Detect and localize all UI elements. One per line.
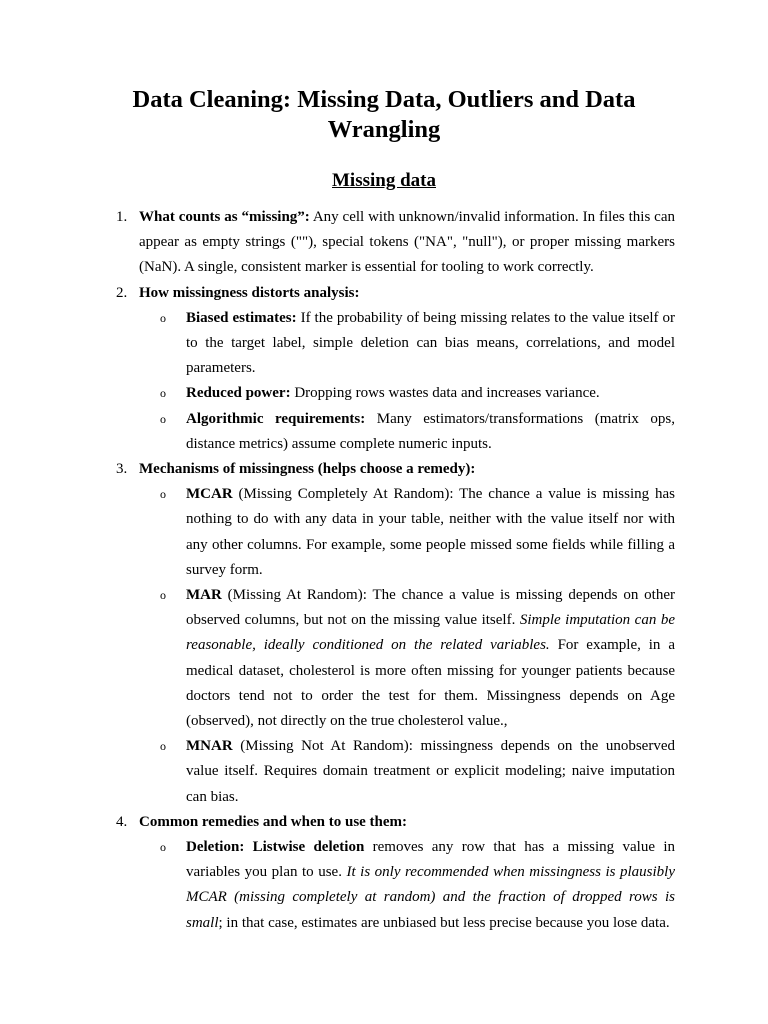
sub-list-item-text — [186, 306, 675, 382]
sub-item-body: Many estimators/transformations (matrix ops, distance metrics) assume complete numeric inputs. — [186, 410, 676, 452]
bullet-icon: o — [160, 411, 166, 426]
sub-item-body: (Missing At Random): The chance a value is missing depends on other observed columns, but not on the missing value itself. — [186, 587, 675, 629]
sub-item-heading: Deletion: Listwise deletion — [186, 839, 365, 856]
sub-list-item — [0, 482, 768, 583]
sub-list-item-text — [186, 407, 675, 457]
sub-item-heading: Biased estimates: — [186, 309, 297, 326]
sub-item-italic: It is only recommended when missingness is plausibly MCAR (missing completely at random) and the fraction of dropped rows is small — [186, 864, 675, 931]
list-number: 3. — [116, 461, 128, 478]
list-item-text — [139, 810, 675, 835]
list-item-heading: How missingness distorts analysis: — [139, 284, 360, 301]
bullet-icon: o — [160, 840, 166, 855]
list-item-heading: Mechanisms of missingness (helps choose a remedy): — [139, 461, 476, 478]
list-item-text — [139, 281, 675, 306]
sub-list-item-text — [186, 835, 675, 936]
sub-item-body: (Missing Completely At Random): The chance a value is missing has nothing to do with any data in your table, neither with the value itself nor with any other columns. For example, some people missed some fields while filling a survey form. — [186, 486, 675, 578]
sub-list-item — [0, 306, 768, 382]
sub-item-heading: Reduced power: — [186, 385, 291, 402]
list-number: 1. — [116, 209, 128, 225]
list-item — [0, 457, 768, 482]
sub-list-item — [0, 583, 768, 734]
list-number: 2. — [116, 284, 128, 301]
list-number: 4. — [116, 813, 128, 830]
sub-list-item — [0, 381, 768, 406]
list-item-text — [139, 457, 675, 482]
document-body — [0, 205, 768, 936]
sub-item-body: Dropping rows wastes data and increases variance. — [290, 385, 600, 402]
sub-list-item-text — [186, 381, 675, 406]
document-title: Data Cleaning: Missing Data, Outliers and Data Wrangling — [132, 86, 636, 143]
sub-list-item — [0, 835, 768, 936]
sub-item-body: removes any row that has a missing value in variables you plan to use. — [186, 839, 675, 881]
sub-list-item-text — [186, 734, 675, 810]
sub-item-body-continued: For example, in a medical dataset, cholesterol is more often missing for younger patients because doctors tend not to order the test for them. Missingness depends on Age (observed), not directly on the true cholesterol value., — [186, 637, 675, 730]
sub-item-body: (Missing Not At Random): missingness depends on the unobserved value itself. Requires domain treatment or explicit modeling; naive imputation can bias. — [186, 738, 675, 805]
sub-item-body: If the probability of being missing relates to the value itself or to the target label, simple deletion can bias means, correlations, and model parameters. — [186, 309, 675, 377]
sub-list-item-text — [186, 583, 675, 734]
bullet-icon: o — [160, 310, 166, 325]
sub-list-item-text — [186, 482, 675, 583]
section-heading: Missing data — [332, 170, 436, 191]
sub-item-italic: Simple imputation can be reasonable, ideally conditioned on the related variables. — [186, 612, 675, 654]
sub-list-item — [0, 734, 768, 810]
bullet-icon: o — [160, 487, 166, 502]
sub-item-heading: MCAR — [186, 486, 233, 503]
bullet-icon: o — [160, 386, 166, 401]
sub-list-item — [0, 407, 768, 457]
sub-item-body-continued: ; in that case, estimates are unbiased but less precise because you lose data. — [218, 914, 670, 931]
sub-item-heading: MAR — [186, 587, 222, 604]
list-item — [0, 810, 768, 835]
list-item — [0, 281, 768, 306]
sub-item-heading: MNAR — [186, 738, 233, 755]
sub-item-heading: Algorithmic requirements: — [186, 410, 366, 427]
list-item-text — [139, 205, 675, 281]
bullet-icon: o — [160, 739, 166, 754]
list-item-heading: What counts as “missing”: — [139, 209, 310, 225]
list-item-heading: Common remedies and when to use them: — [139, 813, 408, 830]
list-item-body: Any cell with unknown/invalid information. In files this can appear as empty strings (""), special tokens ("NA", "null"), or proper missing markers (NaN). A single, consistent marker is essential for tooling to work correctly. — [139, 209, 675, 276]
list-item — [0, 205, 768, 281]
bullet-icon: o — [160, 588, 166, 603]
